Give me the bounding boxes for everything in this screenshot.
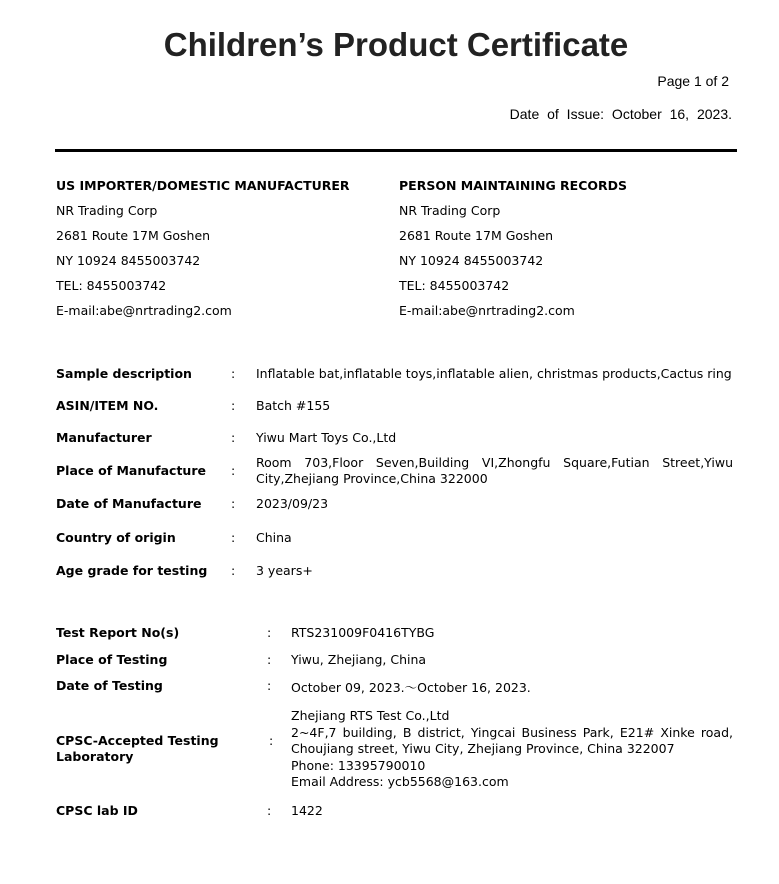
separator: : <box>231 496 236 511</box>
importer-name: NR Trading Corp <box>56 203 158 218</box>
separator: : <box>231 366 236 381</box>
document-title: Children’s Product Certificate <box>163 26 629 63</box>
lab-name: Zhejiang RTS Test Co.,Ltd <box>291 708 450 723</box>
separator: : <box>231 398 236 413</box>
separator: : <box>267 803 272 818</box>
age-grade-label: Age grade for testing <box>56 563 208 578</box>
cpsc-lab-id-label: CPSC lab ID <box>56 803 138 818</box>
lab-phone: Phone: 13395790010 <box>291 757 426 773</box>
place-of-testing-label: Place of Testing <box>56 652 168 667</box>
sample-description-value: Inflatable bat,inflatable toys,inflatable alien, christmas products,Cactus ring <box>256 366 732 381</box>
separator: : <box>267 652 272 667</box>
sample-description-label: Sample description <box>56 366 192 381</box>
records-address-line-1: 2681 Route 17M Goshen <box>399 228 554 243</box>
separator: : <box>267 625 272 640</box>
place-of-manufacture-label: Place of Manufacture <box>56 463 206 478</box>
records-address-line-2: NY 10924 8455003742 <box>399 253 544 268</box>
separator: : <box>231 463 236 478</box>
records-tel: TEL: 8455003742 <box>399 278 510 293</box>
records-heading: PERSON MAINTAINING RECORDS <box>399 178 628 193</box>
asin-value: Batch #155 <box>256 398 331 413</box>
testing-laboratory-label-line-2: Laboratory <box>56 749 134 764</box>
records-email: E-mail:abe@nrtrading2.com <box>399 303 575 318</box>
manufacturer-value: Yiwu Mart Toys Co.,Ltd <box>256 430 397 445</box>
testing-laboratory-details <box>291 708 733 791</box>
cpsc-lab-id-value: 1422 <box>291 803 323 818</box>
date-of-manufacture-label: Date of Manufacture <box>56 496 202 511</box>
testing-laboratory-label-line-1: CPSC-Accepted Testing <box>56 733 219 748</box>
separator: : <box>231 563 236 578</box>
place-of-testing-value: Yiwu, Zhejiang, China <box>291 652 427 667</box>
importer-address-line-1: 2681 Route 17M Goshen <box>56 228 211 243</box>
importer-email: E-mail:abe@nrtrading2.com <box>56 303 232 318</box>
page-number: Page 1 of 2 <box>657 73 729 89</box>
asin-label: ASIN/ITEM NO. <box>56 398 159 413</box>
separator: : <box>269 733 274 748</box>
age-grade-value: 3 years+ <box>256 563 313 578</box>
country-of-origin-value: China <box>256 530 292 545</box>
place-of-manufacture-value: Room 703,Floor Seven,Building VI,Zhongfu Square,Futian Street,Yiwu City,Zhejiang Province,China 322000 <box>256 455 733 486</box>
separator: : <box>231 430 236 445</box>
records-name: NR Trading Corp <box>399 203 501 218</box>
test-report-value: RTS231009F0416TYBG <box>291 625 435 640</box>
separator: : <box>231 530 236 545</box>
header-divider <box>55 149 737 152</box>
date-of-testing-label: Date of Testing <box>56 678 163 693</box>
manufacturer-label: Manufacturer <box>56 430 152 445</box>
country-of-origin-label: Country of origin <box>56 530 176 545</box>
lab-email: Email Address: ycb5568@163.com <box>291 774 509 789</box>
date-of-manufacture-value: 2023/09/23 <box>256 496 329 511</box>
importer-heading: US IMPORTER/DOMESTIC MANUFACTURER <box>56 178 350 193</box>
test-report-label: Test Report No(s) <box>56 625 180 640</box>
importer-address-line-2: NY 10924 8455003742 <box>56 253 201 268</box>
importer-tel: TEL: 8455003742 <box>56 278 167 293</box>
records-block <box>399 178 627 328</box>
testing-laboratory-label <box>56 733 219 765</box>
date-of-issue: Date of Issue: October 16, 2023. <box>509 106 732 122</box>
lab-address: 2~4F,7 building, B district, Yingcai Business Park, E21# Xinke road, Choujiang street, Yiwu City, Zhejiang Province, China 322007 <box>291 724 733 756</box>
date-of-testing-value: October 09, 2023.～October 16, 2023. <box>291 680 531 695</box>
importer-block <box>56 178 350 328</box>
separator: : <box>267 678 272 693</box>
